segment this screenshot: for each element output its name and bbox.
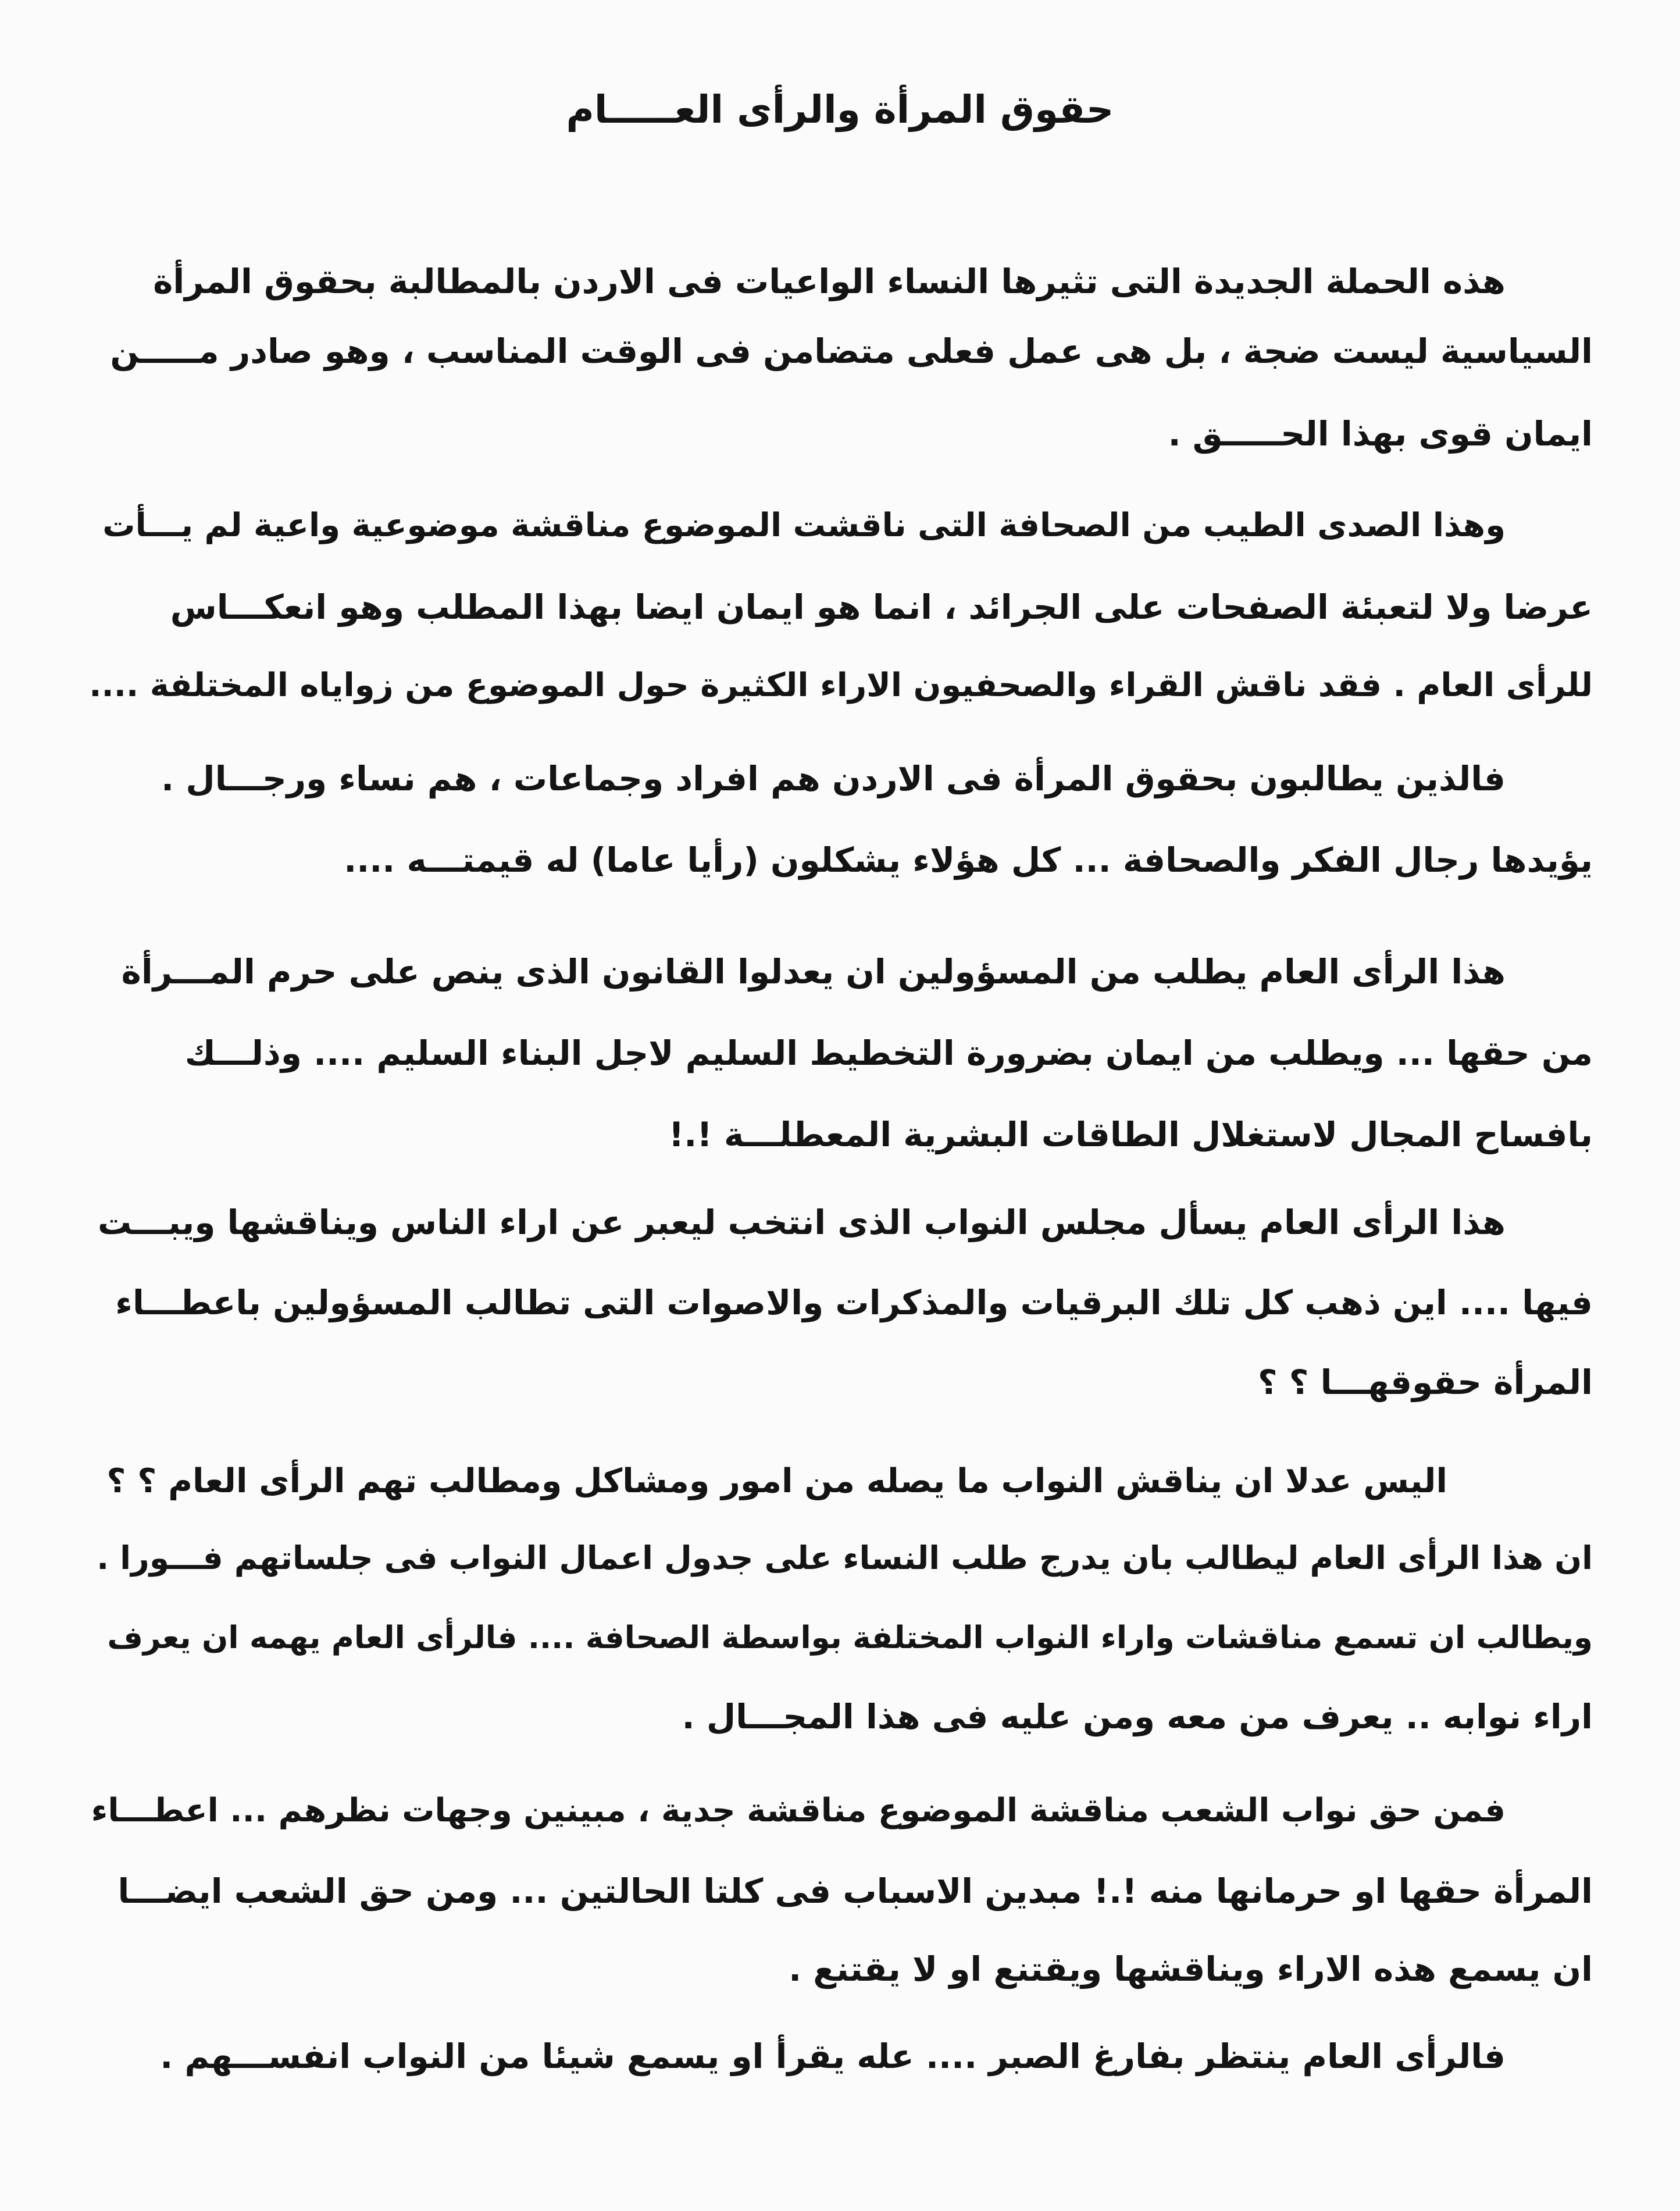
text-line: ايمان قوى بهذا الحـــــق .	[1168, 414, 1593, 454]
text-line: اليس عدلا ان يناقش النواب ما يصله من امور ومشاكل ومطالب تهم الرأى العام ؟ ؟	[106, 1462, 1447, 1500]
text-line: فمن حق نواب الشعب مناقشة الموضوع مناقشة جدية ، مبينين وجهات نظرهم ... اعطـــاء	[91, 1792, 1506, 1830]
text-line: اراء نوابه .. يعرف من معه ومن عليه فى هذا المجـــال .	[682, 1697, 1593, 1736]
document-title: حقوق المرأة والرأى العـــــام	[566, 87, 1114, 132]
text-line: فيها .... اين ذهب كل تلك البرقيات والمذكرات والاصوات التى تطالب المسؤولين باعطـــاء	[115, 1283, 1593, 1322]
text-line: المرأة حقها او حرمانها منه !.! مبدين الاسباب فى كلتا الحالتين ... ومن حق الشعب ايضـــا	[117, 1871, 1593, 1911]
text-line: ويطالب ان تسمع مناقشات واراء النواب المختلفة بواسطة الصحافة .... فالرأى العام يهمه ان يعرف	[107, 1620, 1593, 1656]
text-line: هذه الحملة الجديدة التى تثيرها النساء الواعيات فى الاردن بالمطالبة بحقوق المرأة	[153, 262, 1506, 301]
text-line: فالرأى العام ينتظر بفارغ الصبر .... عله يقرأ او يسمع شيئا من النواب انفســـهم .	[160, 2037, 1506, 2076]
text-line: هذا الرأى العام يسأل مجلس النواب الذى انتخب ليعبر عن اراء الناس ويناقشها ويبـــت	[98, 1203, 1506, 1242]
text-line: فالذين يطالبون بحقوق المرأة فى الاردن هم افراد وجماعات ، هم نساء ورجـــال .	[161, 759, 1506, 798]
text-line: هذا الرأى العام يطلب من المسؤولين ان يعدلوا القانون الذى ينص على حرم المـــرأة	[121, 952, 1506, 992]
text-line: من حقها ... ويطلب من ايمان بضرورة التخطيط السليم لاجل البناء السليم .... وذلـــك	[184, 1033, 1593, 1073]
text-line: بافساح المجال لاستغلال الطاقات البشرية المعطلـــة !.!	[668, 1115, 1593, 1154]
text-line: ان يسمع هذه الاراء ويناقشها ويقتنع او لا يقتنع .	[789, 1949, 1593, 1989]
text-line: عرضا ولا لتعبئة الصفحات على الجرائد ، انما هو ايمان ايضا بهذا المطلب وهو انعكـــاس	[170, 587, 1593, 627]
text-line: المرأة حقوقهـــا ؟ ؟	[1257, 1363, 1593, 1402]
text-line: السياسية ليست ضجة ، بل هى عمل فعلى متضامن فى الوقت المناسب ، وهو صادر مـــــن	[110, 331, 1593, 371]
text-line: وهذا الصدى الطيب من الصحافة التى ناقشت الموضوع مناقشة موضوعية واعية لم يـــأت	[102, 507, 1506, 544]
text-line: للرأى العام . فقد ناقش القراء والصحفيون الاراء الكثيرة حول الموضوع من زواياه المختلفة ....	[89, 666, 1593, 704]
text-line: ان هذا الرأى العام ليطالب بان يدرج طلب النساء على جدول اعمال النواب فى جلساتهم فـــورا .	[97, 1539, 1593, 1577]
text-line: يؤيدها رجال الفكر والصحافة ... كل هؤلاء يشكلون (رأيا عاما) له قيمتـــه ....	[344, 840, 1593, 880]
